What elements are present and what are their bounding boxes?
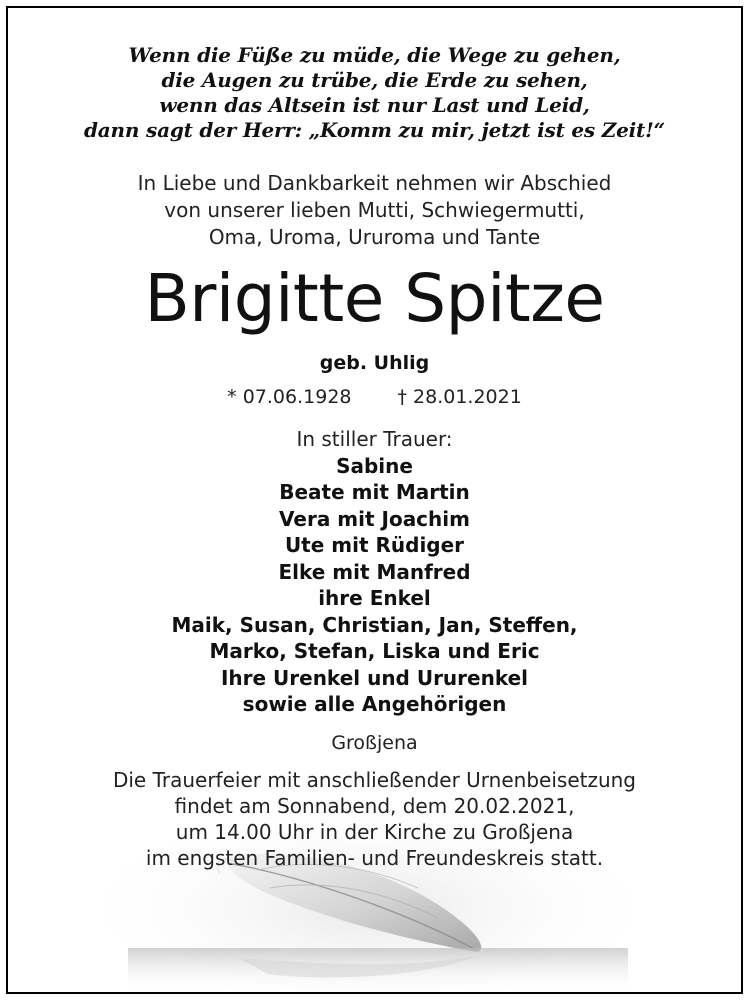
intro-line: Oma, Uroma, Ururoma und Tante: [208, 225, 541, 249]
mourner-line: Beate mit Martin: [279, 480, 470, 504]
funeral-notice: [8, 767, 741, 871]
poem-line: wenn das Altsein ist nur Last und Leid,: [159, 93, 590, 117]
obituary-card: [6, 6, 743, 994]
mourners-list: [8, 426, 741, 718]
mourner-line: Marko, Stefan, Liska und Eric: [209, 639, 540, 663]
mourner-line: ihre Enkel: [318, 586, 431, 610]
poem-line: dann sagt der Herr: „Komm zu mir, jetzt ist es Zeit!“: [84, 118, 665, 142]
funeral-line: findet am Sonnabend, dem 20.02.2021,: [174, 794, 575, 818]
mourner-line: Ihre Urenkel und Ururenkel: [220, 665, 529, 690]
poem-line: Wenn die Füße zu müde, die Wege zu gehen,: [128, 43, 621, 67]
poem-verse: [8, 43, 741, 143]
mourner-line: Maik, Susan, Christian, Jan, Steffen,: [171, 612, 578, 637]
death-date: † 28.01.2021: [397, 386, 522, 408]
intro-line: In Liebe und Dankbarkeit nehmen wir Abschied: [137, 171, 612, 195]
funeral-line: Die Trauerfeier mit anschließender Urnenbeisetzung: [112, 768, 637, 792]
mourner-line: Elke mit Manfred: [278, 559, 471, 584]
poem-line: die Augen zu trübe, die Erde zu sehen,: [161, 68, 588, 92]
deceased-name: Brigitte Spitze: [144, 260, 605, 337]
funeral-line: um 14.00 Uhr in der Kirche zu Großjena: [175, 820, 574, 844]
life-dates: [8, 384, 741, 410]
mourner-line: sowie alle Angehörigen: [242, 692, 507, 716]
mourner-line: Vera mit Joachim: [279, 506, 470, 531]
birth-name: geb. Uhlig: [319, 352, 430, 374]
birth-date: * 07.06.1928: [227, 386, 352, 408]
mourners-heading: In stiller Trauer:: [296, 427, 453, 451]
funeral-line: im engsten Familien- und Freundeskreis statt.: [145, 846, 604, 870]
mourner-line: Sabine: [336, 453, 413, 478]
mourner-line: Ute mit Rüdiger: [284, 533, 465, 557]
farewell-intro: [8, 170, 741, 251]
place-name: Großjena: [331, 732, 418, 754]
intro-line: von unserer lieben Mutti, Schwiegermutti,: [164, 198, 585, 222]
